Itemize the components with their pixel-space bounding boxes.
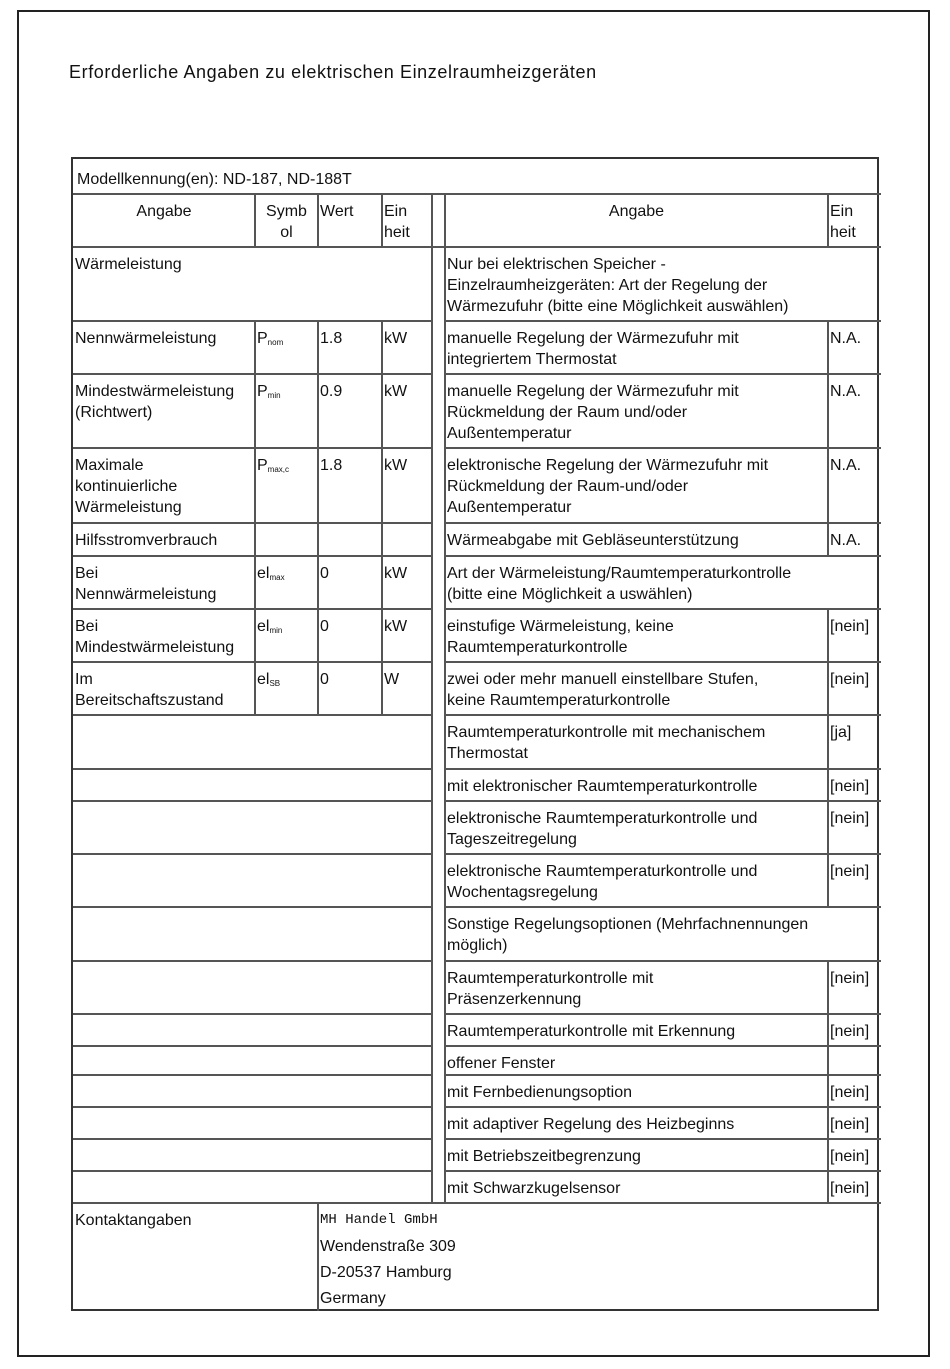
contact-divider [73,1202,881,1204]
right-row-angabe: manuelle Regelung der Wärmezufuhr mit Rückmeldung der Raum und/oder Außentemperatur [447,383,739,442]
model-row-divider [73,193,881,195]
right-row-angabe: Raumtemperaturkontrolle mit Präsenzerkennung [447,970,654,1008]
right-row-angabe: Nur bei elektrischen Speicher - Einzelraumheizgeräten: Art der Regelung der Wärmezufuhr (bitte eine Möglichkeit auswählen) [447,256,789,315]
left-row-divider [73,768,432,770]
right-row-angabe: einstufige Wärmeleistung, keine Raumtemperaturkontrolle [447,618,674,656]
symbol-col-divider [254,321,256,715]
right-row-divider [445,853,881,855]
right-row-divider [445,906,881,908]
left-row-wert: 1.8 [320,457,343,474]
left-row-symbol: $P_{nom}$ [257,330,284,347]
left-row-einheit: kW [384,383,408,400]
wert-col-divider [317,194,319,247]
header-einheit-left: Ein heit [384,203,410,241]
right-row-divider [445,1106,881,1108]
left-row-wert: 1.8 [320,330,343,347]
left-row-divider [73,320,432,322]
right-row-angabe: offener Fenster [447,1055,556,1072]
right-row-angabe: mit adaptiver Regelung des Heizbeginns [447,1116,735,1133]
left-row-wert: 0 [320,565,329,582]
right-row-einheit: [nein] [830,1180,870,1197]
right-row-angabe: mit Betriebszeitbegrenzung [447,1148,641,1165]
right-row-einheit: [nein] [830,1084,870,1101]
left-row-divider [73,1074,432,1076]
left-row-einheit: kW [384,565,408,582]
right-row-einheit [828,1051,881,1075]
right-row-einheit: N.A. [830,532,862,549]
left-row-symbol [255,252,318,321]
left-row-divider [73,661,432,663]
left-row-wert: 0 [320,671,329,688]
left-row-divider [73,960,432,962]
left-row-symbol: $P_{max,c}$ [257,457,290,474]
left-row-angabe: Im Bereitschaftszustand [75,671,224,709]
left-row-wert: 0.9 [320,383,343,400]
left-row-symbol: $P_{min}$ [257,383,281,400]
left-row-angabe: Bei Mindestwärmeleistung [75,618,235,656]
right-row-divider [445,447,881,449]
left-row-divider [73,1106,432,1108]
right-row-divider [445,1045,881,1047]
contact-label: Kontaktangaben [75,1212,192,1229]
model-identifier: Modellkennung(en): ND-187, ND-188T [77,171,352,188]
contact-street: Wendenstraße 309 [320,1238,456,1255]
header-wert: Wert [320,203,354,220]
left-row-divider [73,373,432,375]
left-row-divider [73,853,432,855]
right-einheit-divider [827,961,829,1203]
left-row-divider [73,800,432,802]
right-row-einheit: [nein] [830,778,870,795]
right-row-angabe: elektronische Regelung der Wärmezufuhr mit Rückmeldung der Raum-und/oder Außentemperatur [447,457,769,516]
right-row-divider [445,768,881,770]
right-row-divider [445,1138,881,1140]
right-einheit-divider [827,321,829,556]
left-row-einheit: kW [384,457,408,474]
left-row-divider [73,714,432,716]
right-row-divider [445,608,881,610]
right-row-einheit: [nein] [830,1023,870,1040]
gutter-right-line [444,194,446,1203]
left-row-wert [318,252,382,321]
right-row-einheit: N.A. [830,383,862,400]
left-row-einheit [382,252,432,321]
wert-col-divider [317,321,319,715]
right-einheit-divider [827,609,829,907]
left-row-angabe: Hilfsstromverbrauch [75,532,218,549]
header-angabe-right: Angabe [608,203,665,220]
left-row-wert [318,528,382,556]
right-row-einheit: [ja] [830,724,852,741]
right-row-divider [445,1013,881,1015]
left-row-angabe: Nennwärmeleistung [75,330,217,347]
left-row-wert: 0 [320,618,329,635]
contact-city: D-20537 Hamburg [320,1264,452,1281]
left-row-divider [73,1138,432,1140]
left-row-angabe: Wärmeleistung [75,256,182,273]
right-row-divider [445,714,881,716]
right-row-angabe: elektronische Raumtemperaturkontrolle und Wochentagsregelung [447,863,758,901]
left-row-einheit: kW [384,330,408,347]
right-row-angabe: Raumtemperaturkontrolle mit Erkennung [447,1023,736,1040]
left-row-einheit: W [384,671,400,688]
symbol-col-divider [254,194,256,247]
left-row-angabe: Maximale kontinuierliche Wärmeleistung [75,457,182,516]
right-row-divider [445,522,881,524]
header-divider [73,246,881,248]
right-row-divider [445,1170,881,1172]
header-symbol: Symb ol [266,203,307,241]
left-row-angabe: Bei Nennwärmeleistung [75,565,217,603]
right-row-angabe: manuelle Regelung der Wärmezufuhr mit integriertem Thermostat [447,330,739,368]
right-row-angabe: elektronische Raumtemperaturkontrolle und Tageszeitregelung [447,810,758,848]
right-einheit-divider [827,194,829,247]
left-row-symbol [255,528,318,556]
page-title: Erforderliche Angaben zu elektrischen Einzelraumheizgeräten [69,62,597,82]
right-row-angabe: zwei oder mehr manuell einstellbare Stufen, keine Raumtemperaturkontrolle [447,671,759,709]
right-row-angabe: Sonstige Regelungsoptionen (Mehrfachnennungen möglich) [447,916,809,954]
right-row-angabe: Art der Wärmeleistung/Raumtemperaturkontrolle (bitte eine Möglichkeit a uswählen) [447,565,792,603]
data-sheet-table [71,157,879,1311]
left-row-symbol: $el_{max}$ [257,565,285,582]
right-row-einheit: [nein] [830,863,870,880]
right-row-divider [445,1074,881,1076]
right-row-einheit: [nein] [830,810,870,827]
right-row-divider [445,320,881,322]
left-row-divider [73,555,432,557]
right-row-einheit: N.A. [830,330,862,347]
right-row-angabe: mit Schwarzkugelsensor [447,1180,621,1197]
left-row-divider [73,1170,432,1172]
right-row-angabe: Wärmeabgabe mit Gebläseunterstützung [447,532,739,549]
left-row-symbol: $el_{SB}$ [257,671,281,688]
header-angabe-left: Angabe [136,203,192,220]
right-row-einheit: [nein] [830,618,870,635]
right-row-angabe: mit elektronischer Raumtemperaturkontrolle [447,778,758,795]
right-row-divider [445,960,881,962]
left-row-divider [73,447,432,449]
right-row-einheit: N.A. [830,457,862,474]
left-row-einheit: kW [384,618,408,635]
left-row-einheit [382,528,432,556]
left-row-angabe: Mindestwärmeleistung (Richtwert) [75,383,235,421]
right-row-angabe: mit Fernbedienungsoption [447,1084,633,1101]
left-row-divider [73,522,432,524]
einheit-col-divider [381,194,383,247]
gutter-left-line [431,194,433,1203]
contact-country: Germany [320,1290,386,1307]
right-row-einheit: [nein] [830,1116,870,1133]
right-row-divider [445,800,881,802]
einheit-col-divider [381,321,383,715]
left-row-divider [73,1013,432,1015]
right-row-divider [445,373,881,375]
contact-company: MH Handel GmbH [320,1212,438,1228]
right-row-divider [445,555,881,557]
right-row-divider [445,661,881,663]
left-row-divider [73,1045,432,1047]
right-row-einheit: [nein] [830,970,870,987]
right-row-einheit: [nein] [830,1148,870,1165]
right-row-angabe: Raumtemperaturkontrolle mit mechanischem Thermostat [447,724,766,762]
right-row-einheit: [nein] [830,671,870,688]
header-einheit-right: Ein heit [830,203,856,241]
left-row-symbol: $el_{min}$ [257,618,283,635]
left-row-divider [73,608,432,610]
left-row-divider [73,906,432,908]
